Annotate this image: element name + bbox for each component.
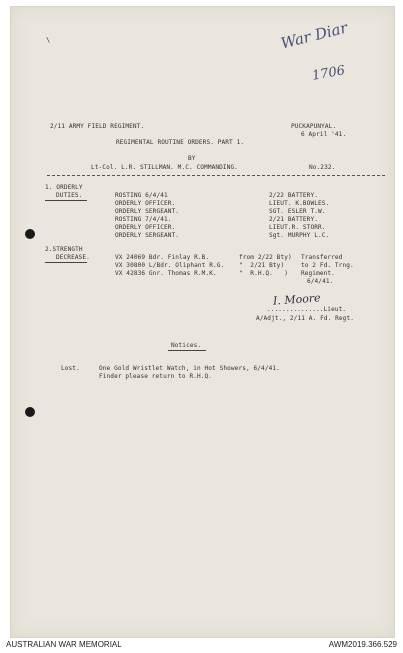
- archive-credit: AUSTRALIAN WAR MEMORIAL: [6, 640, 122, 649]
- duty-label: ORDERLY SERGEANT.: [115, 208, 180, 215]
- notice-text: One Gold Wristlet Watch, in Hot Showers, 6/4/41.: [99, 365, 280, 372]
- soldier-entry: VX 30800 L/Bdr. Oliphant R.G.: [115, 262, 225, 269]
- section-heading: 2.STRENGTH: [45, 246, 83, 253]
- document-sheet: [10, 6, 395, 638]
- notice-label: Lost.: [61, 365, 80, 372]
- tick-mark: \: [46, 36, 51, 44]
- soldier-entry: VX 42836 Gnr. Thomas R.M.K.: [115, 270, 217, 277]
- handwritten-signature: I. Moore: [272, 291, 322, 308]
- transfer-from: from 2/22 Bty): [239, 254, 292, 261]
- soldier-entry: VX 24069 Bdr. Finlay R.B.: [115, 254, 210, 261]
- transfer-date: 6/4/41.: [307, 278, 334, 285]
- date: 6 April '41.: [301, 131, 347, 138]
- duty-label: ROSTING 7/4/41.: [115, 216, 172, 223]
- transfer-to: Regiment.: [301, 270, 335, 277]
- by-label: BY: [188, 155, 196, 162]
- notices-heading: Notices.: [171, 342, 202, 349]
- duty-assignment: 2/21 BATTERY.: [269, 216, 318, 223]
- punch-hole: [25, 229, 35, 239]
- duty-assignment: LIEUT. K.BOWLES.: [269, 200, 330, 207]
- unit-name: 2/11 ARMY FIELD REGIMENT.: [50, 123, 145, 130]
- notice-text: Finder please return to R.H.Q.: [99, 373, 213, 380]
- signature-line: ...............Lieut.: [267, 306, 347, 313]
- duty-label: ORDERLY OFFICER.: [115, 200, 176, 207]
- document-title: REGIMENTAL ROUTINE ORDERS. PART 1.: [116, 139, 245, 146]
- transfer-to: Transferred: [301, 254, 343, 261]
- duty-assignment: SGT. ESLER T.W.: [269, 208, 326, 215]
- transfer-to: to 2 Fd. Trng.: [301, 262, 354, 269]
- duty-assignment: Sgt. MURPHY L.C.: [269, 232, 330, 239]
- duty-label: ORDERLY SERGEANT.: [115, 232, 180, 239]
- handwritten-number: 1706: [311, 63, 347, 84]
- place: PUCKAPUNYAL.: [291, 123, 337, 130]
- section-heading-sub: DUTIES.: [56, 192, 83, 199]
- punch-hole: [25, 407, 35, 417]
- section-heading-sub: DECREASE.: [56, 254, 90, 261]
- duty-assignment: 2/22 BATTERY.: [269, 192, 318, 199]
- section-heading: 1. ORDERLY: [45, 184, 83, 191]
- duty-assignment: LIEUT.R. STORR.: [269, 224, 326, 231]
- notices-underline: [168, 350, 206, 351]
- handwritten-annotation: War Diar: [279, 18, 350, 53]
- order-number: No.232.: [309, 164, 336, 171]
- section-underline: [45, 262, 87, 263]
- transfer-from: " R.H.Q. ): [239, 270, 288, 277]
- signatory-role: A/Adjt., 2/11 A. Fd. Regt.: [256, 315, 354, 322]
- header-divider: [47, 175, 385, 176]
- duty-label: ORDERLY OFFICER.: [115, 224, 176, 231]
- section-underline: [45, 200, 87, 201]
- duty-label: ROSTING 6/4/41: [115, 192, 168, 199]
- commander: Lt-Col. L.R. STILLMAN. M.C. COMMANDING.: [91, 164, 238, 171]
- transfer-from: " 2/21 Bty): [239, 262, 285, 269]
- archive-reference: AWM2019.366.529: [328, 640, 397, 649]
